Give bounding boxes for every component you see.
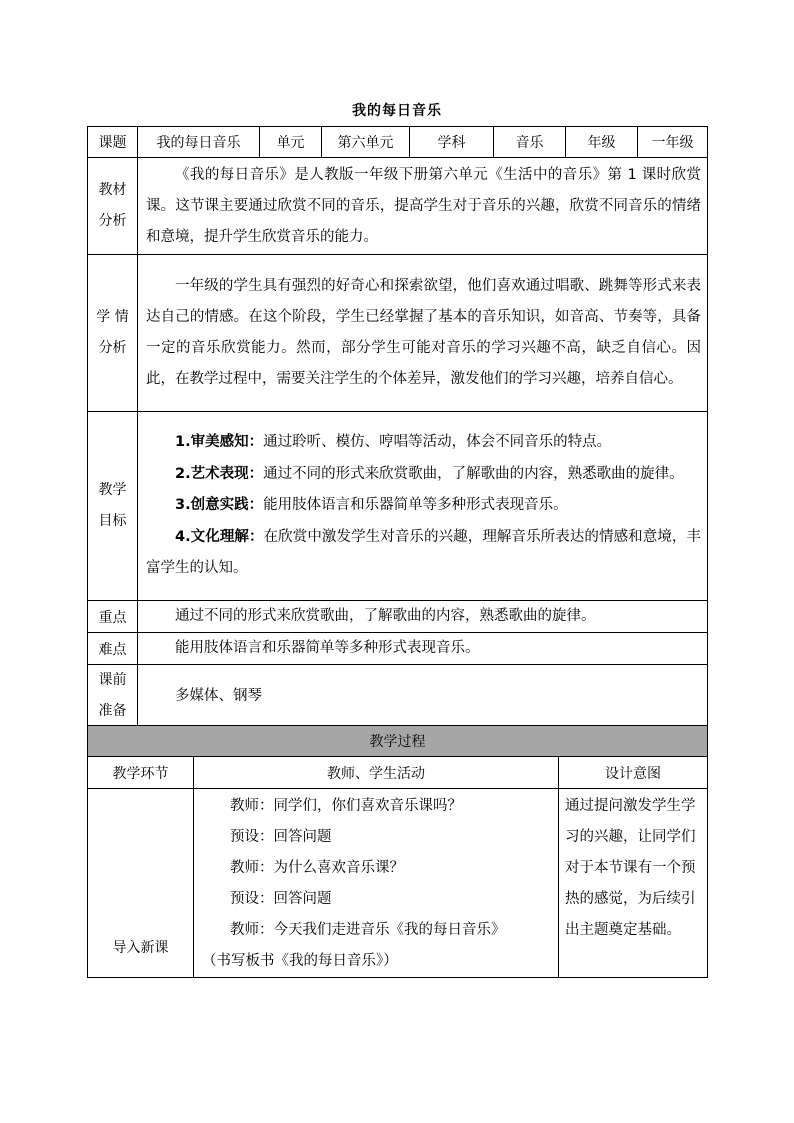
key-point-text: 通过不同的形式来欣赏歌曲，了解歌曲的内容，熟悉歌曲的旋律。: [138, 601, 708, 633]
objective-item: 3.创意实践：能用肢体语言和乐器简单等多种形式表现音乐。: [175, 497, 568, 514]
process-section-title: 教学过程: [88, 726, 708, 757]
objectives-list: [138, 412, 708, 601]
col-stage-header: 教学环节: [88, 757, 194, 789]
student-analysis-label-line2: 分析: [98, 340, 127, 356]
topic-value: 我的每日音乐: [138, 127, 260, 158]
col-activity-header: 教师、学生活动: [194, 757, 559, 789]
objective-item: 4.文化理解：在欣赏中激发学生对音乐的兴趣，理解音乐所表达的情感和意境，丰富学生的认知。: [146, 528, 701, 577]
material-analysis-label: [88, 158, 138, 255]
objectives-label-line1: 教学: [98, 482, 127, 498]
teaching-process-table: [87, 725, 708, 978]
student-analysis-label: [88, 255, 138, 412]
objectives-label: [88, 412, 138, 601]
student-analysis-text: 一年级的学生具有强烈的好奇心和探索欲望，他们喜欢通过唱歌、跳舞等形式来表达自己的情感。在这个阶段，学生已经掌握了基本的音乐知识，如音高、节奏等，具备一定的音乐欣赏能力。然而，部分学生可能对音乐的学习兴趣不高，缺乏自信心。因此，在教学过程中，需要关注学生的个体差异，激发他们的学习兴趣，培养自信心。: [138, 255, 708, 412]
activity-line: 教师：同学们，你们喜欢音乐课吗？: [230, 798, 462, 814]
student-analysis-label-line1: 学 情: [96, 309, 129, 325]
grade-label: 年级: [566, 127, 638, 158]
subject-value: 音乐: [494, 127, 566, 158]
grade-value: 一年级: [638, 127, 708, 158]
activity-lines: [194, 789, 559, 978]
objective-item: 2.艺术表现：通过不同的形式来欣赏歌曲，了解歌曲的内容，熟悉歌曲的旋律。: [175, 465, 684, 482]
material-analysis-label-line1: 教材: [98, 182, 127, 198]
subject-label: 学科: [410, 127, 494, 158]
preparation-label: [88, 665, 138, 728]
objective-item: 1.审美感知：通过聆听、模仿、哼唱等活动，体会不同音乐的特点。: [175, 434, 612, 451]
unit-value: 第六单元: [322, 127, 410, 158]
unit-label: 单元: [260, 127, 322, 158]
material-analysis-text: 《我的每日音乐》是人教版一年级下册第六单元《生活中的音乐》第 1 课时欣赏课。这节课主要通过欣赏不同的音乐，提高学生对于音乐的兴趣，欣赏不同音乐的情绪和意境，提升学生欣赏音乐的能力。: [138, 158, 708, 255]
col-intent-header: 设计意图: [559, 757, 708, 789]
material-analysis-label-line2: 分析: [98, 213, 127, 229]
topic-label: 课题: [88, 127, 138, 158]
activity-line: （书写板书《我的每日音乐》）: [202, 953, 398, 969]
difficulty-text: 能用肢体语言和乐器简单等多种形式表现音乐。: [138, 633, 708, 665]
lesson-info-table: [87, 126, 708, 728]
preparation-label-line1: 课前: [98, 672, 127, 688]
preparation-label-line2: 准备: [98, 703, 127, 719]
activity-line: 预设：回答问题: [230, 829, 332, 845]
activity-line: 教师：为什么喜欢音乐课？: [230, 860, 404, 876]
activity-line: 教师：今天我们走进音乐《我的每日音乐》: [230, 922, 506, 938]
difficulty-label: 难点: [88, 633, 138, 665]
document-title: 我的每日音乐: [352, 103, 442, 119]
design-intent-text: 通过提问激发学生学习的兴趣，让同学们对于本节课有一个预热的感觉，为后续引出主题奠定基础。: [559, 789, 708, 978]
objectives-label-line2: 目标: [98, 513, 127, 529]
stage-name: 导入新课: [88, 789, 194, 978]
key-point-label: 重点: [88, 601, 138, 633]
preparation-text: 多媒体、钢琴: [138, 665, 708, 728]
activity-line: 预设：回答问题: [230, 891, 332, 907]
